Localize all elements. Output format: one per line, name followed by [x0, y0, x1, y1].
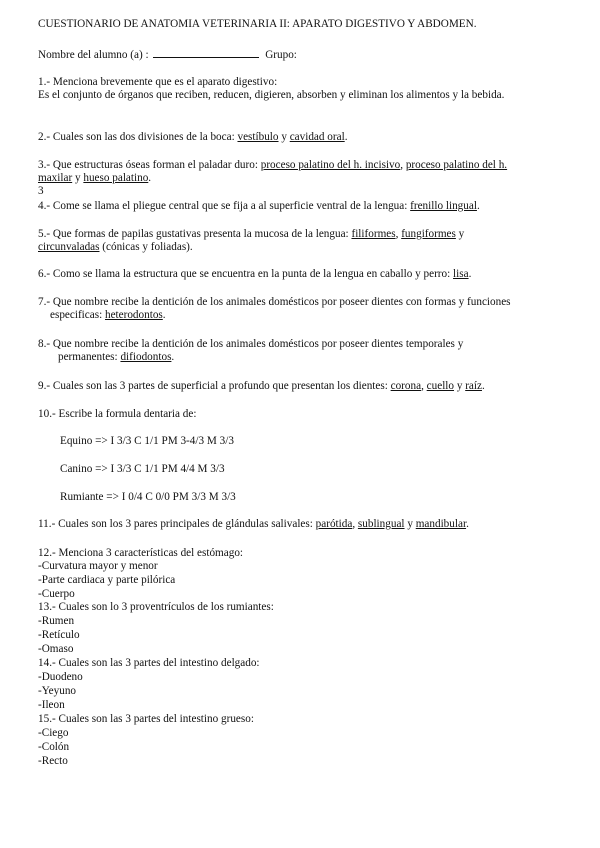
q2-answer-2: cavidad oral: [289, 131, 345, 143]
q3-text: 3.- Que estructuras óseas forman el paladar duro:: [38, 159, 261, 171]
q2-text: 2.- Cuales son las dos divisiones de la boca:: [38, 131, 238, 143]
q10-canino: Canino => I 3/3 C 1/1 PM 4/4 M 3/3: [60, 463, 225, 475]
q11-answer-3: mandibular: [415, 518, 467, 530]
q5-text: 5.- Que formas de papilas gustativas presenta la mucosa de la lengua:: [38, 228, 352, 240]
q9-question: [38, 380, 485, 393]
group-label: Grupo:: [265, 49, 297, 61]
q11-sep2: y: [404, 518, 416, 530]
q10-question: 10.- Escribe la formula dentaria de:: [38, 408, 197, 420]
list-item: -Rumen: [38, 615, 75, 627]
list-item: -Parte cardiaca y parte pilórica: [38, 574, 176, 586]
q11-answer-1: parótida: [315, 518, 353, 530]
q3-sep: ,: [400, 159, 406, 171]
q11-sep: ,: [352, 518, 358, 530]
q1-question: 1.- Menciona brevemente que es el aparato digestivo:: [38, 76, 278, 88]
q2-end: .: [344, 131, 348, 143]
q7-answer-1: heterodontos: [104, 309, 163, 321]
q3-end: .: [148, 172, 152, 184]
q3-answer-3: hueso palatino: [83, 172, 149, 184]
q5-sep: ,: [395, 228, 402, 240]
q6-question: [38, 268, 471, 281]
q12-question: 12.- Menciona 3 características del estómago:: [38, 547, 244, 559]
q5-sep2: y: [455, 228, 465, 240]
q6-end: .: [468, 268, 472, 280]
q11-answer-2: sublingual: [357, 518, 405, 530]
list-item: -Omaso: [38, 643, 74, 655]
q3-sep2: y: [72, 172, 84, 184]
q3-continuation: [38, 172, 151, 185]
q15-question: 15.- Cuales son las 3 partes del intestino grueso:: [38, 713, 254, 725]
q7-end: .: [162, 309, 166, 321]
q9-sep: ,: [421, 380, 427, 392]
q13-question: 13.- Cuales son lo 3 proventrículos de los rumiantes:: [38, 601, 274, 613]
q8-continuation: [58, 351, 174, 364]
q4-question: [38, 200, 480, 213]
q9-text: 9.- Cuales son las 3 partes de superficial a profundo que presentan los dientes:: [38, 380, 391, 392]
q5-question: [38, 228, 464, 241]
q11-question: [38, 518, 469, 531]
q6-text: 6.- Como se llama la estructura que se encuentra en la punta de la lengua en caballo y perro:: [38, 268, 454, 280]
q7-question: 7.- Que nombre recibe la dentición de los animales domésticos por poseer dientes con formas y funciones: [38, 296, 511, 308]
q1-answer: Es el conjunto de órganos que reciben, reducen, digieren, absorben y eliminan los alimentos y la bebida.: [38, 89, 505, 101]
q9-answer-3: raíz: [465, 380, 482, 392]
q11-text: 11.- Cuales son los 3 pares principales de glándulas salivales:: [38, 518, 316, 530]
q2-question: [38, 131, 347, 144]
q5-continuation: [38, 241, 193, 254]
q3-question: [38, 159, 507, 172]
q7-text2: especificas:: [50, 309, 105, 321]
q3-answer-2b: maxilar: [38, 172, 73, 184]
q10-rumiante: Rumiante => I 0/4 C 0/0 PM 3/3 M 3/3: [60, 491, 236, 503]
q4-answer-1: frenillo lingual: [410, 200, 477, 212]
q6-answer-1: lisa: [453, 268, 469, 280]
q3-stray-number: 3: [38, 185, 44, 197]
list-item: -Curvatura mayor y menor: [38, 560, 158, 572]
q5-answer-2: fungiformes: [401, 228, 456, 240]
list-item: -Colón: [38, 741, 70, 753]
q2-answer-1: vestíbulo: [237, 131, 279, 143]
q9-answer-2: cuello: [426, 380, 455, 392]
list-item: -Yeyuno: [38, 685, 77, 697]
q9-sep2: y: [454, 380, 466, 392]
q9-end: .: [481, 380, 485, 392]
q2-sep: y: [278, 131, 290, 143]
q3-answer-1: proceso palatino del h. incisivo: [260, 159, 401, 171]
list-item: -Cuerpo: [38, 588, 75, 600]
name-blank: [153, 48, 259, 58]
q7-continuation: [50, 309, 166, 322]
q8-text2: permanentes:: [58, 351, 121, 363]
name-label: Nombre del alumno (a) :: [38, 49, 149, 61]
document-title: CUESTIONARIO DE ANATOMIA VETERINARIA II: APARATO DIGESTIVO Y ABDOMEN.: [38, 18, 477, 30]
q5-end: (cónicas y foliadas).: [99, 241, 193, 253]
list-item: -Duodeno: [38, 671, 83, 683]
q14-question: 14.- Cuales son las 3 partes del intestino delgado:: [38, 657, 260, 669]
q9-answer-1: corona: [390, 380, 422, 392]
q5-answer-3: circunvaladas: [38, 241, 100, 253]
q5-answer-1: filiformes: [351, 228, 396, 240]
list-item: -Ciego: [38, 727, 69, 739]
q3-answer-2: proceso palatino del h.: [405, 159, 508, 171]
q8-end: .: [171, 351, 175, 363]
list-item: -Retículo: [38, 629, 80, 641]
q8-answer-1: difiodontos: [120, 351, 172, 363]
list-item: -Recto: [38, 755, 68, 767]
q8-question: 8.- Que nombre recibe la dentición de los animales domésticos por poseer dientes temporales y: [38, 338, 464, 350]
q4-text: 4.- Come se llama el pliegue central que se fija a al superficie ventral de la lengua:: [38, 200, 411, 212]
q4-end: .: [476, 200, 480, 212]
q10-equino: Equino => I 3/3 C 1/1 PM 3-4/3 M 3/3: [60, 435, 234, 447]
name-group-line: [38, 48, 297, 62]
list-item: -Ileon: [38, 699, 65, 711]
q11-end: .: [466, 518, 469, 530]
